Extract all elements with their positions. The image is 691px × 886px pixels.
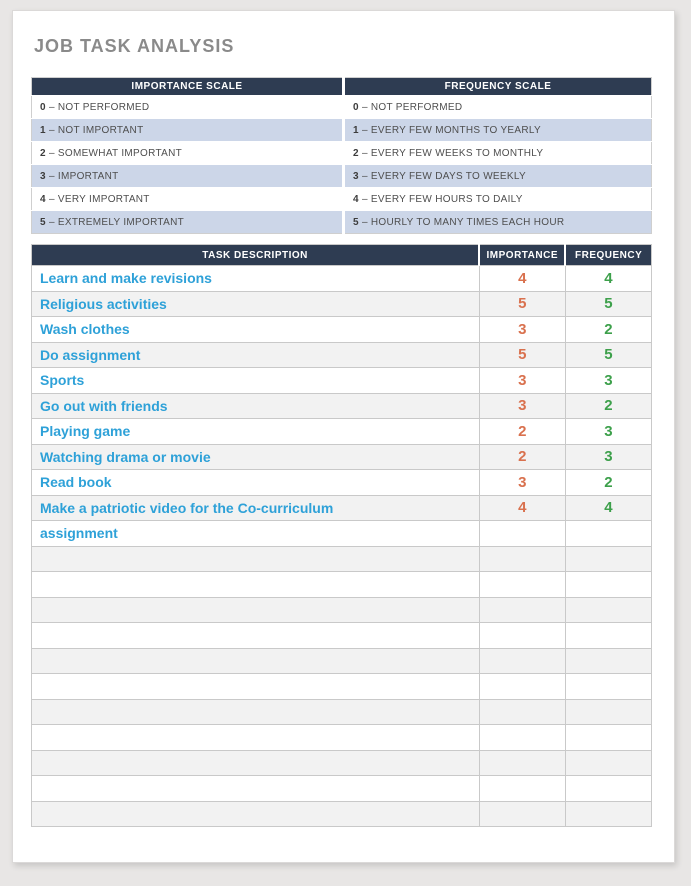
empty-task-row xyxy=(32,776,652,802)
task-cell[interactable]: Learn and make revisions xyxy=(32,266,480,292)
scale-row xyxy=(32,142,652,165)
task-row xyxy=(32,291,652,317)
empty-importance-cell[interactable] xyxy=(479,674,565,700)
importance-scale-item: 2 – SOMEWHAT IMPORTANT xyxy=(32,142,344,165)
scale-label: IMPORTANT xyxy=(57,170,119,182)
task-cell[interactable]: Go out with friends xyxy=(32,393,480,419)
task-analysis-section xyxy=(31,244,652,827)
empty-task-cell[interactable] xyxy=(32,597,480,623)
frequency-scale-item: 0 – NOT PERFORMED xyxy=(344,96,652,119)
scale-value: 2 xyxy=(40,147,46,159)
empty-task-cell[interactable] xyxy=(32,648,480,674)
scale-value: 3 xyxy=(40,170,46,182)
task-cell[interactable]: assignment xyxy=(32,521,480,547)
scale-row xyxy=(32,165,652,188)
scale-value: 5 xyxy=(40,216,46,228)
empty-task-cell[interactable] xyxy=(32,750,480,776)
scale-label: EXTREMELY IMPORTANT xyxy=(57,216,184,228)
frequency-header: FREQUENCY xyxy=(565,245,651,266)
scale-value: 5 xyxy=(353,216,359,228)
scale-row xyxy=(32,119,652,142)
scale-label: EVERY FEW HOURS TO DAILY xyxy=(370,193,523,205)
scale-value: 4 xyxy=(353,193,359,205)
task-cell[interactable]: Wash clothes xyxy=(32,317,480,343)
frequency-scale-header: FREQUENCY SCALE xyxy=(344,78,652,96)
empty-frequency-cell[interactable] xyxy=(565,597,651,623)
scale-row xyxy=(32,188,652,211)
scale-value: 4 xyxy=(40,193,46,205)
task-cell[interactable]: Religious activities xyxy=(32,291,480,317)
empty-frequency-cell[interactable] xyxy=(565,648,651,674)
empty-importance-cell[interactable] xyxy=(479,699,565,725)
document-page xyxy=(12,10,675,863)
empty-task-cell[interactable] xyxy=(32,674,480,700)
importance-cell[interactable]: 3 xyxy=(479,393,565,419)
scale-label: VERY IMPORTANT xyxy=(57,193,150,205)
page-title: JOB TASK ANALYSIS xyxy=(34,36,235,56)
empty-importance-cell[interactable] xyxy=(479,725,565,751)
task-row xyxy=(32,342,652,368)
importance-cell[interactable]: 2 xyxy=(479,419,565,445)
task-cell[interactable]: Sports xyxy=(32,368,480,394)
empty-task-row xyxy=(32,597,652,623)
scales-table xyxy=(31,77,652,234)
importance-cell[interactable]: 3 xyxy=(479,470,565,496)
importance-scale-item: 3 – IMPORTANT xyxy=(32,165,344,188)
scale-value: 2 xyxy=(353,147,359,159)
empty-task-cell[interactable] xyxy=(32,725,480,751)
empty-frequency-cell[interactable] xyxy=(565,699,651,725)
task-cell[interactable]: Playing game xyxy=(32,419,480,445)
task-row xyxy=(32,495,652,521)
importance-cell[interactable]: 5 xyxy=(479,342,565,368)
empty-importance-cell[interactable] xyxy=(479,776,565,802)
scale-label: NOT PERFORMED xyxy=(57,101,150,113)
task-row xyxy=(32,444,652,470)
scale-value: 0 xyxy=(40,101,46,113)
scales-section xyxy=(31,77,652,234)
empty-task-cell[interactable] xyxy=(32,546,480,572)
empty-importance-cell[interactable] xyxy=(479,572,565,598)
importance-header: IMPORTANCE xyxy=(479,245,565,266)
frequency-cell[interactable]: 3 xyxy=(565,419,651,445)
empty-frequency-cell[interactable] xyxy=(565,546,651,572)
empty-importance-cell[interactable] xyxy=(479,597,565,623)
frequency-scale-item: 3 – EVERY FEW DAYS TO WEEKLY xyxy=(344,165,652,188)
importance-scale-item: 4 – VERY IMPORTANT xyxy=(32,188,344,211)
empty-task-row xyxy=(32,674,652,700)
empty-frequency-cell[interactable] xyxy=(565,801,651,827)
task-row xyxy=(32,470,652,496)
task-row xyxy=(32,521,652,547)
task-table-body xyxy=(32,266,652,827)
importance-scale-item: 5 – EXTREMELY IMPORTANT xyxy=(32,211,344,234)
frequency-cell[interactable]: 2 xyxy=(565,393,651,419)
task-table xyxy=(31,244,652,827)
task-row xyxy=(32,419,652,445)
frequency-scale-item: 4 – EVERY FEW HOURS TO DAILY xyxy=(344,188,652,211)
empty-frequency-cell[interactable] xyxy=(565,674,651,700)
scale-label: EVERY FEW MONTHS TO YEARLY xyxy=(370,124,541,136)
empty-task-row xyxy=(32,699,652,725)
scale-value: 1 xyxy=(353,124,359,136)
task-cell[interactable]: Watching drama or movie xyxy=(32,444,480,470)
scales-body xyxy=(32,96,652,234)
scale-label: NOT IMPORTANT xyxy=(57,124,144,136)
task-cell[interactable]: Make a patriotic video for the Co-curriculum xyxy=(32,495,480,521)
scale-label: HOURLY TO MANY TIMES EACH HOUR xyxy=(370,216,565,228)
importance-scale-item: 1 – NOT IMPORTANT xyxy=(32,119,344,142)
empty-frequency-cell[interactable] xyxy=(565,750,651,776)
empty-importance-cell[interactable] xyxy=(479,546,565,572)
scale-value: 1 xyxy=(40,124,46,136)
scale-value: 0 xyxy=(353,101,359,113)
scale-label: EVERY FEW WEEKS TO MONTHLY xyxy=(370,147,544,159)
frequency-cell[interactable]: 3 xyxy=(565,368,651,394)
empty-importance-cell[interactable] xyxy=(479,648,565,674)
frequency-cell[interactable] xyxy=(565,521,651,547)
scale-label: EVERY FEW DAYS TO WEEKLY xyxy=(370,170,526,182)
empty-importance-cell[interactable] xyxy=(479,801,565,827)
importance-scale-item: 0 – NOT PERFORMED xyxy=(32,96,344,119)
importance-cell[interactable]: 2 xyxy=(479,444,565,470)
task-description-header: TASK DESCRIPTION xyxy=(32,245,480,266)
task-cell[interactable]: Read book xyxy=(32,470,480,496)
frequency-scale-item: 2 – EVERY FEW WEEKS TO MONTHLY xyxy=(344,142,652,165)
task-row xyxy=(32,317,652,343)
empty-task-row xyxy=(32,546,652,572)
empty-importance-cell[interactable] xyxy=(479,750,565,776)
importance-cell[interactable]: 4 xyxy=(479,266,565,292)
task-row xyxy=(32,266,652,292)
importance-cell[interactable] xyxy=(479,521,565,547)
empty-frequency-cell[interactable] xyxy=(565,572,651,598)
frequency-scale-item: 5 – HOURLY TO MANY TIMES EACH HOUR xyxy=(344,211,652,234)
importance-cell[interactable]: 3 xyxy=(479,368,565,394)
empty-task-row xyxy=(32,623,652,649)
empty-task-cell[interactable] xyxy=(32,572,480,598)
empty-task-row xyxy=(32,648,652,674)
importance-scale-header: IMPORTANCE SCALE xyxy=(32,78,344,96)
empty-task-cell[interactable] xyxy=(32,699,480,725)
frequency-cell[interactable]: 5 xyxy=(565,342,651,368)
empty-frequency-cell[interactable] xyxy=(565,623,651,649)
scale-value: 3 xyxy=(353,170,359,182)
frequency-cell[interactable]: 4 xyxy=(565,266,651,292)
empty-frequency-cell[interactable] xyxy=(565,776,651,802)
importance-cell[interactable]: 4 xyxy=(479,495,565,521)
empty-task-cell[interactable] xyxy=(32,801,480,827)
empty-task-cell[interactable] xyxy=(32,623,480,649)
scale-label: NOT PERFORMED xyxy=(370,101,463,113)
scale-row xyxy=(32,211,652,234)
frequency-cell[interactable]: 3 xyxy=(565,444,651,470)
task-row xyxy=(32,393,652,419)
task-row xyxy=(32,368,652,394)
scale-label: SOMEWHAT IMPORTANT xyxy=(57,147,183,159)
scale-row xyxy=(32,96,652,119)
task-cell[interactable]: Do assignment xyxy=(32,342,480,368)
frequency-scale-item: 1 – EVERY FEW MONTHS TO YEARLY xyxy=(344,119,652,142)
empty-task-row xyxy=(32,801,652,827)
empty-task-row xyxy=(32,750,652,776)
frequency-cell[interactable]: 2 xyxy=(565,317,651,343)
importance-cell[interactable]: 5 xyxy=(479,291,565,317)
frequency-cell[interactable]: 4 xyxy=(565,495,651,521)
empty-task-cell[interactable] xyxy=(32,776,480,802)
frequency-cell[interactable]: 5 xyxy=(565,291,651,317)
frequency-cell[interactable]: 2 xyxy=(565,470,651,496)
empty-task-row xyxy=(32,572,652,598)
importance-cell[interactable]: 3 xyxy=(479,317,565,343)
empty-task-row xyxy=(32,725,652,751)
empty-importance-cell[interactable] xyxy=(479,623,565,649)
empty-frequency-cell[interactable] xyxy=(565,725,651,751)
